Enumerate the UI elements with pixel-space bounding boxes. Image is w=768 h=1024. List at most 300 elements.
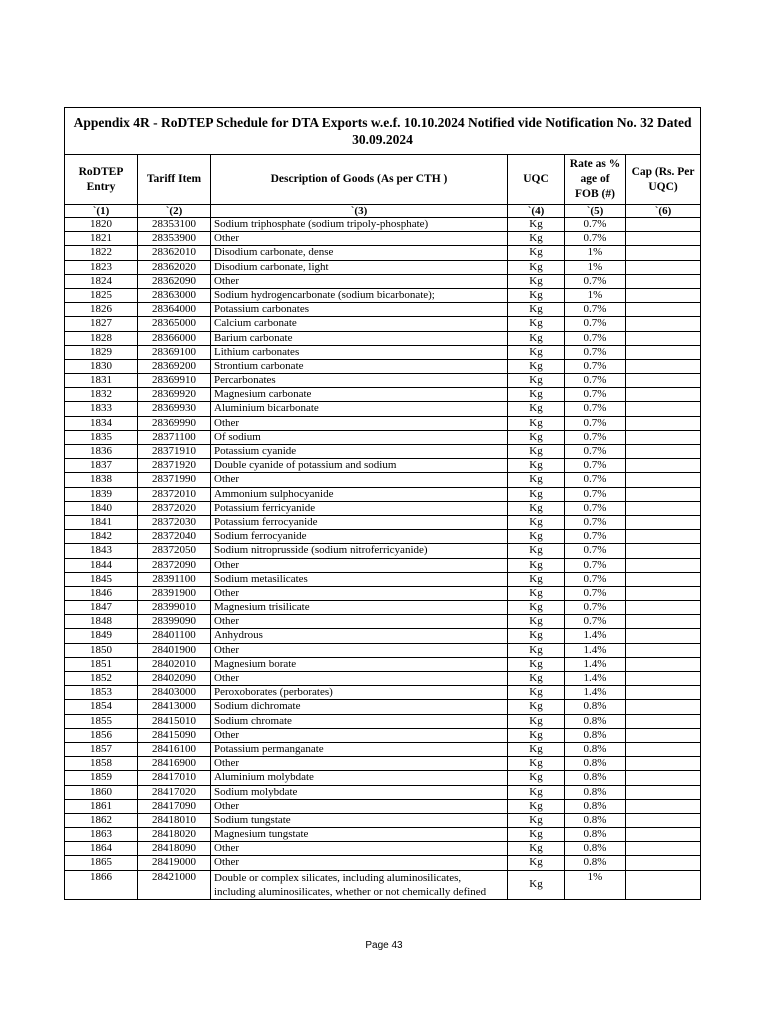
table-row bbox=[65, 274, 701, 288]
entry-cell: 1820 bbox=[65, 218, 138, 232]
tariff-cell: 28418090 bbox=[138, 842, 211, 856]
uqc-cell: Kg bbox=[508, 672, 565, 686]
rate-cell: 0.7% bbox=[565, 218, 626, 232]
table-row bbox=[65, 530, 701, 544]
uqc-cell: Kg bbox=[508, 643, 565, 657]
rodtep-schedule-table bbox=[64, 107, 701, 900]
uqc-cell: Kg bbox=[508, 686, 565, 700]
description-cell: Other bbox=[211, 672, 508, 686]
tariff-cell: 28353900 bbox=[138, 232, 211, 246]
description-cell: Anhydrous bbox=[211, 629, 508, 643]
rate-cell: 0.7% bbox=[565, 572, 626, 586]
tariff-cell: 28372020 bbox=[138, 501, 211, 515]
rate-cell: 1.4% bbox=[565, 686, 626, 700]
table-row bbox=[65, 317, 701, 331]
table-row bbox=[65, 700, 701, 714]
uqc-cell: Kg bbox=[508, 359, 565, 373]
cap-cell bbox=[626, 757, 701, 771]
cap-cell bbox=[626, 572, 701, 586]
uqc-cell: Kg bbox=[508, 856, 565, 870]
cap-cell bbox=[626, 828, 701, 842]
table-row bbox=[65, 359, 701, 373]
table-row bbox=[65, 856, 701, 870]
entry-cell: 1835 bbox=[65, 430, 138, 444]
table-row bbox=[65, 672, 701, 686]
tariff-cell: 28371990 bbox=[138, 473, 211, 487]
table-row bbox=[65, 345, 701, 359]
tariff-cell: 28418020 bbox=[138, 828, 211, 842]
entry-cell: 1858 bbox=[65, 757, 138, 771]
table-row bbox=[65, 303, 701, 317]
rate-cell: 0.7% bbox=[565, 501, 626, 515]
cap-cell bbox=[626, 232, 701, 246]
entry-cell: 1844 bbox=[65, 558, 138, 572]
cap-cell bbox=[626, 643, 701, 657]
uqc-cell: Kg bbox=[508, 374, 565, 388]
entry-cell: 1846 bbox=[65, 586, 138, 600]
cap-cell bbox=[626, 331, 701, 345]
uqc-cell: Kg bbox=[508, 544, 565, 558]
description-cell: Strontium carbonate bbox=[211, 359, 508, 373]
cap-cell bbox=[626, 714, 701, 728]
cap-cell bbox=[626, 657, 701, 671]
tariff-cell: 28366000 bbox=[138, 331, 211, 345]
uqc-cell: Kg bbox=[508, 629, 565, 643]
rate-cell: 0.7% bbox=[565, 615, 626, 629]
entry-cell: 1853 bbox=[65, 686, 138, 700]
uqc-cell: Kg bbox=[508, 785, 565, 799]
uqc-cell: Kg bbox=[508, 515, 565, 529]
tariff-cell: 28417090 bbox=[138, 799, 211, 813]
cap-cell bbox=[626, 544, 701, 558]
description-cell: Other bbox=[211, 615, 508, 629]
tariff-cell: 28403000 bbox=[138, 686, 211, 700]
description-cell: Sodium triphosphate (sodium tripoly-phosphate) bbox=[211, 218, 508, 232]
description-cell: Potassium carbonates bbox=[211, 303, 508, 317]
tariff-cell: 28364000 bbox=[138, 303, 211, 317]
tariff-cell: 28399010 bbox=[138, 601, 211, 615]
entry-cell: 1850 bbox=[65, 643, 138, 657]
uqc-cell: Kg bbox=[508, 501, 565, 515]
tariff-cell: 28372050 bbox=[138, 544, 211, 558]
cap-cell bbox=[626, 402, 701, 416]
entry-cell: 1863 bbox=[65, 828, 138, 842]
tariff-cell: 28372090 bbox=[138, 558, 211, 572]
description-cell: Potassium ferrocyanide bbox=[211, 515, 508, 529]
uqc-cell: Kg bbox=[508, 742, 565, 756]
rate-cell: 0.8% bbox=[565, 799, 626, 813]
entry-cell: 1839 bbox=[65, 487, 138, 501]
cap-cell bbox=[626, 274, 701, 288]
entry-cell: 1864 bbox=[65, 842, 138, 856]
cap-cell bbox=[626, 870, 701, 899]
table-row bbox=[65, 870, 701, 899]
table-row bbox=[65, 416, 701, 430]
tariff-cell: 28371910 bbox=[138, 445, 211, 459]
description-cell: Potassium cyanide bbox=[211, 445, 508, 459]
uqc-cell: Kg bbox=[508, 601, 565, 615]
uqc-cell: Kg bbox=[508, 487, 565, 501]
entry-cell: 1838 bbox=[65, 473, 138, 487]
rate-cell: 0.7% bbox=[565, 303, 626, 317]
cap-cell bbox=[626, 260, 701, 274]
entry-cell: 1866 bbox=[65, 870, 138, 899]
description-cell: Other bbox=[211, 274, 508, 288]
cap-cell bbox=[626, 487, 701, 501]
entry-cell: 1831 bbox=[65, 374, 138, 388]
description-cell: Other bbox=[211, 473, 508, 487]
entry-cell: 1836 bbox=[65, 445, 138, 459]
entry-cell: 1849 bbox=[65, 629, 138, 643]
header-cap: Cap (Rs. Per UQC) bbox=[626, 155, 701, 205]
entry-cell: 1852 bbox=[65, 672, 138, 686]
uqc-cell: Kg bbox=[508, 388, 565, 402]
description-cell: Peroxoborates (perborates) bbox=[211, 686, 508, 700]
uqc-cell: Kg bbox=[508, 572, 565, 586]
cap-cell bbox=[626, 388, 701, 402]
tariff-cell: 28369910 bbox=[138, 374, 211, 388]
entry-cell: 1865 bbox=[65, 856, 138, 870]
rate-cell: 0.7% bbox=[565, 331, 626, 345]
cap-cell bbox=[626, 501, 701, 515]
rate-cell: 0.8% bbox=[565, 714, 626, 728]
rate-cell: 0.7% bbox=[565, 416, 626, 430]
tariff-cell: 28391900 bbox=[138, 586, 211, 600]
description-cell: Potassium permanganate bbox=[211, 742, 508, 756]
description-cell: Sodium ferrocyanide bbox=[211, 530, 508, 544]
uqc-cell: Kg bbox=[508, 728, 565, 742]
description-cell: Other bbox=[211, 842, 508, 856]
description-cell: Sodium hydrogencarbonate (sodium bicarbonate); bbox=[211, 288, 508, 302]
uqc-cell: Kg bbox=[508, 714, 565, 728]
description-cell: Magnesium carbonate bbox=[211, 388, 508, 402]
rate-cell: 1% bbox=[565, 246, 626, 260]
table-row bbox=[65, 757, 701, 771]
uqc-cell: Kg bbox=[508, 218, 565, 232]
description-cell: Other bbox=[211, 728, 508, 742]
tariff-cell: 28417020 bbox=[138, 785, 211, 799]
description-cell: Other bbox=[211, 757, 508, 771]
table-row bbox=[65, 544, 701, 558]
entry-cell: 1843 bbox=[65, 544, 138, 558]
column-number: `(1) bbox=[65, 205, 138, 218]
uqc-cell: Kg bbox=[508, 303, 565, 317]
tariff-cell: 28402090 bbox=[138, 672, 211, 686]
entry-cell: 1845 bbox=[65, 572, 138, 586]
rate-cell: 0.7% bbox=[565, 586, 626, 600]
cap-cell bbox=[626, 700, 701, 714]
tariff-cell: 28391100 bbox=[138, 572, 211, 586]
uqc-cell: Kg bbox=[508, 317, 565, 331]
uqc-cell: Kg bbox=[508, 274, 565, 288]
table-row bbox=[65, 402, 701, 416]
column-number: `(2) bbox=[138, 205, 211, 218]
description-cell: Disodium carbonate, dense bbox=[211, 246, 508, 260]
uqc-cell: Kg bbox=[508, 530, 565, 544]
table-row bbox=[65, 785, 701, 799]
table-row bbox=[65, 558, 701, 572]
rate-cell: 0.7% bbox=[565, 274, 626, 288]
tariff-cell: 28369920 bbox=[138, 388, 211, 402]
tariff-cell: 28416900 bbox=[138, 757, 211, 771]
entry-cell: 1855 bbox=[65, 714, 138, 728]
description-cell: Calcium carbonate bbox=[211, 317, 508, 331]
rate-cell: 0.7% bbox=[565, 473, 626, 487]
tariff-cell: 28417010 bbox=[138, 771, 211, 785]
header-rate: Rate as % age of FOB (#) bbox=[565, 155, 626, 205]
entry-cell: 1823 bbox=[65, 260, 138, 274]
rate-cell: 0.7% bbox=[565, 402, 626, 416]
rate-cell: 1% bbox=[565, 260, 626, 274]
rate-cell: 0.7% bbox=[565, 374, 626, 388]
tariff-cell: 28421000 bbox=[138, 870, 211, 899]
description-cell: Sodium chromate bbox=[211, 714, 508, 728]
rate-cell: 1.4% bbox=[565, 657, 626, 671]
description-cell: Sodium nitroprusside (sodium nitroferricyanide) bbox=[211, 544, 508, 558]
rate-cell: 0.7% bbox=[565, 232, 626, 246]
description-cell: Potassium ferricyanide bbox=[211, 501, 508, 515]
tariff-cell: 28369990 bbox=[138, 416, 211, 430]
cap-cell bbox=[626, 530, 701, 544]
tariff-cell: 28353100 bbox=[138, 218, 211, 232]
table-row bbox=[65, 473, 701, 487]
cap-cell bbox=[626, 686, 701, 700]
cap-cell bbox=[626, 218, 701, 232]
entry-cell: 1826 bbox=[65, 303, 138, 317]
cap-cell bbox=[626, 515, 701, 529]
tariff-cell: 28415090 bbox=[138, 728, 211, 742]
cap-cell bbox=[626, 856, 701, 870]
tariff-cell: 28372040 bbox=[138, 530, 211, 544]
table-row bbox=[65, 643, 701, 657]
entry-cell: 1828 bbox=[65, 331, 138, 345]
cap-cell bbox=[626, 615, 701, 629]
description-cell: Other bbox=[211, 586, 508, 600]
cap-cell bbox=[626, 799, 701, 813]
description-cell: Other bbox=[211, 856, 508, 870]
description-cell: Other bbox=[211, 558, 508, 572]
tariff-cell: 28372030 bbox=[138, 515, 211, 529]
cap-cell bbox=[626, 672, 701, 686]
tariff-cell: 28401100 bbox=[138, 629, 211, 643]
tariff-cell: 28415010 bbox=[138, 714, 211, 728]
entry-cell: 1841 bbox=[65, 515, 138, 529]
cap-cell bbox=[626, 473, 701, 487]
cap-cell bbox=[626, 842, 701, 856]
tariff-cell: 28362020 bbox=[138, 260, 211, 274]
cap-cell bbox=[626, 771, 701, 785]
description-cell: Other bbox=[211, 232, 508, 246]
uqc-cell: Kg bbox=[508, 331, 565, 345]
entry-cell: 1829 bbox=[65, 345, 138, 359]
table-row bbox=[65, 445, 701, 459]
table-row bbox=[65, 288, 701, 302]
entry-cell: 1821 bbox=[65, 232, 138, 246]
rate-cell: 1.4% bbox=[565, 629, 626, 643]
table-row bbox=[65, 515, 701, 529]
uqc-cell: Kg bbox=[508, 586, 565, 600]
rate-cell: 0.7% bbox=[565, 487, 626, 501]
description-cell: Barium carbonate bbox=[211, 331, 508, 345]
uqc-cell: Kg bbox=[508, 260, 565, 274]
tariff-cell: 28362010 bbox=[138, 246, 211, 260]
tariff-cell: 28372010 bbox=[138, 487, 211, 501]
description-cell: Other bbox=[211, 416, 508, 430]
tariff-cell: 28363000 bbox=[138, 288, 211, 302]
table-row bbox=[65, 487, 701, 501]
description-cell: Double or complex silicates, including aluminosilicates, including aluminosilicates, whether or not chemically defined bbox=[211, 870, 508, 899]
table-row bbox=[65, 374, 701, 388]
uqc-cell: Kg bbox=[508, 232, 565, 246]
description-cell: Magnesium trisilicate bbox=[211, 601, 508, 615]
header-tariff-item: Tariff Item bbox=[138, 155, 211, 205]
uqc-cell: Kg bbox=[508, 459, 565, 473]
column-header-row bbox=[65, 155, 701, 205]
entry-cell: 1847 bbox=[65, 601, 138, 615]
rate-cell: 0.7% bbox=[565, 601, 626, 615]
uqc-cell: Kg bbox=[508, 430, 565, 444]
rate-cell: 0.7% bbox=[565, 515, 626, 529]
table-row bbox=[65, 388, 701, 402]
cap-cell bbox=[626, 345, 701, 359]
table-row bbox=[65, 601, 701, 615]
rate-cell: 0.8% bbox=[565, 742, 626, 756]
rate-cell: 0.7% bbox=[565, 459, 626, 473]
description-cell: Sodium molybdate bbox=[211, 785, 508, 799]
rate-cell: 1.4% bbox=[565, 643, 626, 657]
header-rodtep-entry: RoDTEP Entry bbox=[65, 155, 138, 205]
cap-cell bbox=[626, 303, 701, 317]
uqc-cell: Kg bbox=[508, 246, 565, 260]
tariff-cell: 28399090 bbox=[138, 615, 211, 629]
tariff-cell: 28369100 bbox=[138, 345, 211, 359]
cap-cell bbox=[626, 601, 701, 615]
uqc-cell: Kg bbox=[508, 445, 565, 459]
table-row bbox=[65, 657, 701, 671]
tariff-cell: 28416100 bbox=[138, 742, 211, 756]
table-row bbox=[65, 828, 701, 842]
cap-cell bbox=[626, 317, 701, 331]
page-title: Appendix 4R - RoDTEP Schedule for DTA Exports w.e.f. 10.10.2024 Notified vide Notification No. 32 Dated 30.09.2024 bbox=[65, 108, 701, 155]
uqc-cell: Kg bbox=[508, 473, 565, 487]
column-number: `(3) bbox=[211, 205, 508, 218]
entry-cell: 1832 bbox=[65, 388, 138, 402]
cap-cell bbox=[626, 586, 701, 600]
description-cell: Percarbonates bbox=[211, 374, 508, 388]
entry-cell: 1851 bbox=[65, 657, 138, 671]
uqc-cell: Kg bbox=[508, 402, 565, 416]
table-row bbox=[65, 586, 701, 600]
rate-cell: 1% bbox=[565, 288, 626, 302]
cap-cell bbox=[626, 728, 701, 742]
cap-cell bbox=[626, 374, 701, 388]
tariff-cell: 28418010 bbox=[138, 813, 211, 827]
tariff-cell: 28369200 bbox=[138, 359, 211, 373]
column-number: `(6) bbox=[626, 205, 701, 218]
uqc-cell: Kg bbox=[508, 345, 565, 359]
uqc-cell: Kg bbox=[508, 700, 565, 714]
entry-cell: 1834 bbox=[65, 416, 138, 430]
table-row bbox=[65, 629, 701, 643]
rate-cell: 0.7% bbox=[565, 359, 626, 373]
entry-cell: 1862 bbox=[65, 813, 138, 827]
page-number: Page 43 bbox=[365, 940, 403, 951]
uqc-cell: Kg bbox=[508, 757, 565, 771]
table-row bbox=[65, 218, 701, 232]
table-row bbox=[65, 813, 701, 827]
description-cell: Of sodium bbox=[211, 430, 508, 444]
cap-cell bbox=[626, 742, 701, 756]
table-row bbox=[65, 686, 701, 700]
uqc-cell: Kg bbox=[508, 288, 565, 302]
rate-cell: 0.8% bbox=[565, 828, 626, 842]
description-cell: Magnesium borate bbox=[211, 657, 508, 671]
header-uqc: UQC bbox=[508, 155, 565, 205]
tariff-cell: 28402010 bbox=[138, 657, 211, 671]
description-cell: Aluminium molybdate bbox=[211, 771, 508, 785]
entry-cell: 1822 bbox=[65, 246, 138, 260]
table-row bbox=[65, 728, 701, 742]
entry-cell: 1856 bbox=[65, 728, 138, 742]
cap-cell bbox=[626, 288, 701, 302]
entry-cell: 1840 bbox=[65, 501, 138, 515]
table-row bbox=[65, 232, 701, 246]
table-row bbox=[65, 246, 701, 260]
entry-cell: 1824 bbox=[65, 274, 138, 288]
rate-cell: 0.7% bbox=[565, 445, 626, 459]
table-row bbox=[65, 799, 701, 813]
entry-cell: 1827 bbox=[65, 317, 138, 331]
entry-cell: 1860 bbox=[65, 785, 138, 799]
uqc-cell: Kg bbox=[508, 657, 565, 671]
tariff-cell: 28401900 bbox=[138, 643, 211, 657]
entry-cell: 1842 bbox=[65, 530, 138, 544]
rate-cell: 0.7% bbox=[565, 530, 626, 544]
tariff-cell: 28413000 bbox=[138, 700, 211, 714]
entry-cell: 1833 bbox=[65, 402, 138, 416]
cap-cell bbox=[626, 430, 701, 444]
description-cell: Ammonium sulphocyanide bbox=[211, 487, 508, 501]
cap-cell bbox=[626, 246, 701, 260]
entry-cell: 1857 bbox=[65, 742, 138, 756]
entry-cell: 1848 bbox=[65, 615, 138, 629]
entry-cell: 1861 bbox=[65, 799, 138, 813]
entry-cell: 1859 bbox=[65, 771, 138, 785]
rate-cell: 0.7% bbox=[565, 388, 626, 402]
rate-cell: 0.7% bbox=[565, 544, 626, 558]
table-row bbox=[65, 742, 701, 756]
uqc-cell: Kg bbox=[508, 870, 565, 899]
rate-cell: 0.8% bbox=[565, 771, 626, 785]
entry-cell: 1830 bbox=[65, 359, 138, 373]
cap-cell bbox=[626, 416, 701, 430]
uqc-cell: Kg bbox=[508, 799, 565, 813]
table-row bbox=[65, 501, 701, 515]
description-cell: Sodium dichromate bbox=[211, 700, 508, 714]
table-row bbox=[65, 260, 701, 274]
tariff-cell: 28371100 bbox=[138, 430, 211, 444]
uqc-cell: Kg bbox=[508, 416, 565, 430]
rate-cell: 0.7% bbox=[565, 430, 626, 444]
tariff-cell: 28365000 bbox=[138, 317, 211, 331]
cap-cell bbox=[626, 785, 701, 799]
tariff-cell: 28371920 bbox=[138, 459, 211, 473]
rate-cell: 1.4% bbox=[565, 672, 626, 686]
uqc-cell: Kg bbox=[508, 615, 565, 629]
rate-cell: 0.8% bbox=[565, 757, 626, 771]
entry-cell: 1825 bbox=[65, 288, 138, 302]
description-cell: Sodium metasilicates bbox=[211, 572, 508, 586]
